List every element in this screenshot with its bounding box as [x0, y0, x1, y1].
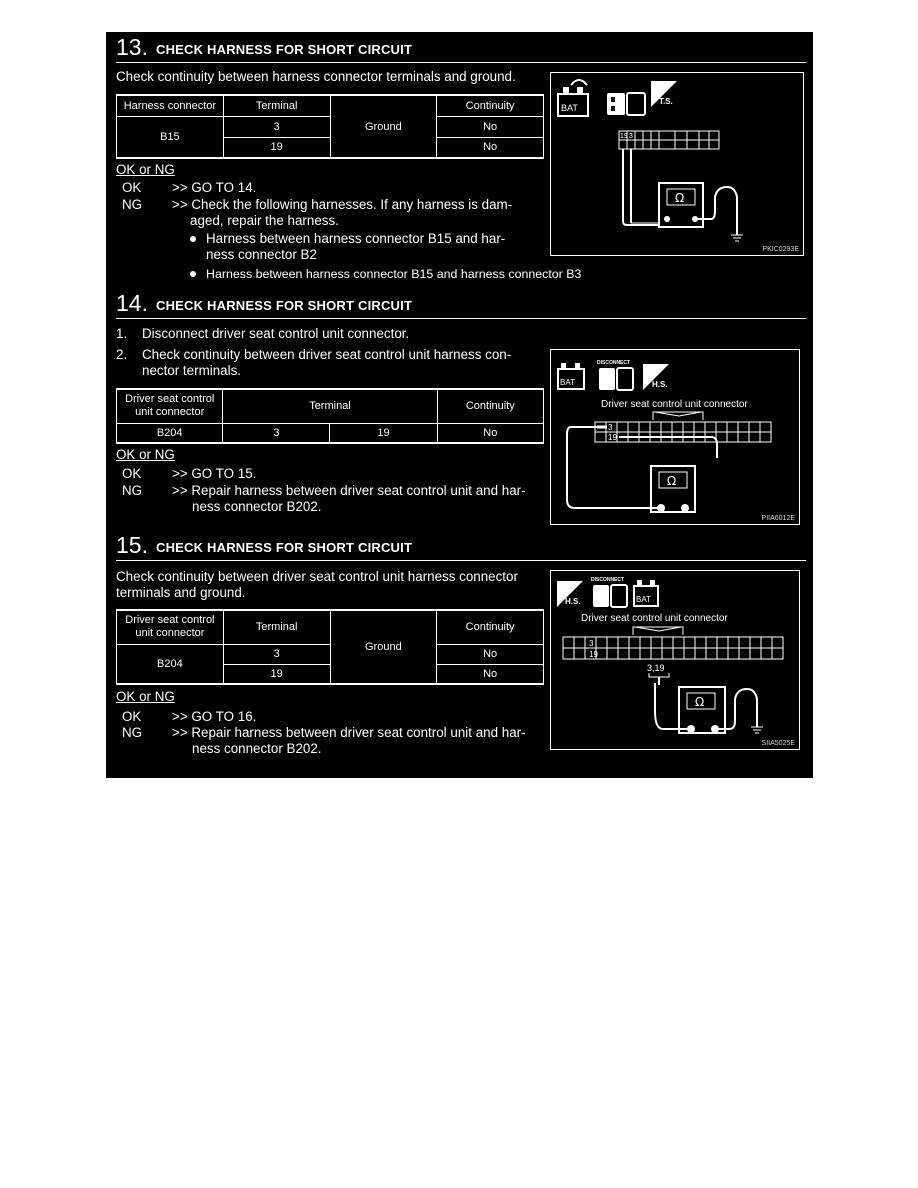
bat-label: BAT	[636, 595, 651, 604]
pin-label: 19	[608, 433, 617, 442]
item-text-cont: nector terminals.	[142, 363, 241, 378]
ohm-symbol: Ω	[695, 695, 705, 709]
step-title: CHECK HARNESS FOR SHORT CIRCUIT	[156, 298, 413, 313]
pin-label: 3	[629, 133, 633, 140]
ng-action-cont: ness connector B202.	[192, 741, 322, 756]
step-13-instruction: Check continuity between harness connector terminals and ground.	[116, 69, 516, 84]
step-15-instruction-cont: terminals and ground.	[116, 585, 246, 600]
pin-label: 3	[589, 639, 594, 648]
step-number: 13.	[116, 34, 148, 60]
table-header: Terminal	[223, 95, 330, 116]
ohmmeter-icon	[659, 183, 703, 227]
ng-label: NG	[122, 483, 143, 498]
item-text: Check continuity between driver seat control unit harness con-	[142, 347, 512, 362]
bullet-text: Harness between harness connector B15 and har-	[206, 231, 506, 246]
table-header: Terminal	[223, 610, 330, 644]
ng-action-cont: aged, repair the harness.	[190, 213, 339, 228]
table-cell-connector: B15	[117, 116, 224, 158]
header-line: Driver seat control	[125, 393, 215, 406]
step-13-table	[116, 94, 544, 159]
table-cell: No	[437, 116, 544, 137]
ng-action: >> Check the following harnesses. If any harness is dam-	[172, 197, 513, 212]
header-line: Driver seat control	[125, 614, 215, 627]
item-number: 2.	[116, 347, 128, 362]
table-header	[117, 389, 223, 423]
bullet-icon	[190, 236, 196, 242]
ok-or-ng-label: OK or NG	[116, 447, 175, 462]
header-line: unit connector	[135, 627, 205, 640]
table-cell: 3	[223, 644, 330, 664]
ohm-symbol: Ω	[667, 474, 677, 488]
probe-wires	[655, 677, 687, 729]
table-cell: 19	[330, 423, 437, 443]
bullet-icon	[190, 271, 196, 277]
step-title: CHECK HARNESS FOR SHORT CIRCUIT	[156, 42, 413, 57]
procedure-panel	[106, 32, 813, 778]
table-cell-connector: B204	[117, 644, 224, 684]
probe-wires	[623, 149, 659, 225]
step-15-diagram	[550, 570, 800, 750]
ground-icon	[751, 717, 763, 733]
item-text: Disconnect driver seat control unit connector.	[142, 326, 410, 341]
table-header: Harness connector	[117, 95, 224, 116]
table-header: Continuity	[437, 610, 544, 644]
table-cell: 19	[223, 664, 330, 684]
table-cell: 3	[223, 116, 330, 137]
step-number: 15.	[116, 532, 148, 558]
table-header: Terminal	[223, 389, 437, 423]
bat-label: BAT	[560, 378, 575, 387]
ng-action: >> Repair harness between driver seat control unit and har-	[172, 483, 526, 498]
item-number: 1.	[116, 326, 128, 341]
table-cell: No	[437, 137, 544, 158]
ok-or-ng-label: OK or NG	[116, 162, 175, 177]
table-cell-connector: B204	[117, 423, 223, 443]
ng-action-cont: ness connector B202.	[192, 499, 322, 514]
disconnect-label: DISCONNECT	[597, 360, 631, 366]
table-cell: 19	[223, 137, 330, 158]
pin-label: 19	[620, 133, 628, 140]
step-14-table	[116, 388, 544, 444]
step-15-table	[116, 609, 544, 685]
step-14-header	[116, 290, 806, 319]
table-header: Continuity	[437, 95, 544, 116]
ohmmeter-icon	[679, 687, 725, 733]
ok-label: OK	[122, 466, 142, 481]
table-cell-ground: Ground	[330, 610, 437, 684]
ok-or-ng-label: OK or NG	[116, 689, 175, 704]
ng-label: NG	[122, 197, 143, 212]
table-cell: No	[437, 664, 544, 684]
pin-label: 3	[608, 423, 613, 432]
table-cell: 3	[223, 423, 330, 443]
pin-label: 19	[589, 650, 598, 659]
ohmmeter-icon	[651, 466, 695, 512]
table-cell: No	[437, 644, 544, 664]
table-cell: No	[437, 423, 543, 443]
ng-label: NG	[122, 725, 143, 740]
table-cell-ground: Ground	[330, 95, 437, 158]
hs-label: H.S.	[565, 597, 581, 606]
caption: Driver seat control unit connector	[601, 399, 748, 410]
step-15-instruction: Check continuity between driver seat control unit harness connector	[116, 569, 518, 584]
ng-action: >> Repair harness between driver seat control unit and har-	[172, 725, 526, 740]
table-header: Continuity	[437, 389, 543, 423]
ok-action: >> GO TO 16.	[172, 709, 257, 724]
bat-label: BAT	[561, 103, 578, 113]
step-13-header	[116, 34, 806, 63]
ok-label: OK	[122, 709, 142, 724]
disconnect-label: DISCONNECT	[591, 577, 625, 583]
hs-label: H.S.	[652, 380, 668, 389]
ok-action: >> GO TO 14.	[172, 180, 257, 195]
ok-action: >> GO TO 15.	[172, 466, 257, 481]
connector-grid	[619, 131, 719, 149]
step-number: 14.	[116, 290, 148, 316]
figure-code: SIIA5025E	[761, 740, 795, 747]
caption: Driver seat control unit connector	[581, 613, 728, 624]
ts-label: T.S.	[659, 97, 673, 106]
step-13-diagram	[550, 72, 804, 256]
header-line: unit connector	[135, 406, 205, 419]
ok-label: OK	[122, 180, 142, 195]
step-14-diagram	[550, 349, 800, 525]
step-15-header	[116, 532, 806, 561]
figure-code: PKIC0293E	[762, 246, 799, 253]
bullet-text: Harness between harness connector B15 and harness connector B3	[206, 267, 582, 281]
connector-icon	[593, 585, 627, 607]
table-header	[117, 610, 224, 644]
ground-icon	[731, 225, 743, 241]
figure-code: PIIA6012E	[761, 515, 795, 522]
connector-icon	[607, 93, 645, 115]
step-title: CHECK HARNESS FOR SHORT CIRCUIT	[156, 540, 413, 555]
ohm-symbol: Ω	[675, 191, 685, 205]
connector-icon	[599, 368, 633, 390]
probe-label: 3,19	[647, 663, 665, 673]
bullet-text-cont: ness connector B2	[206, 247, 317, 262]
